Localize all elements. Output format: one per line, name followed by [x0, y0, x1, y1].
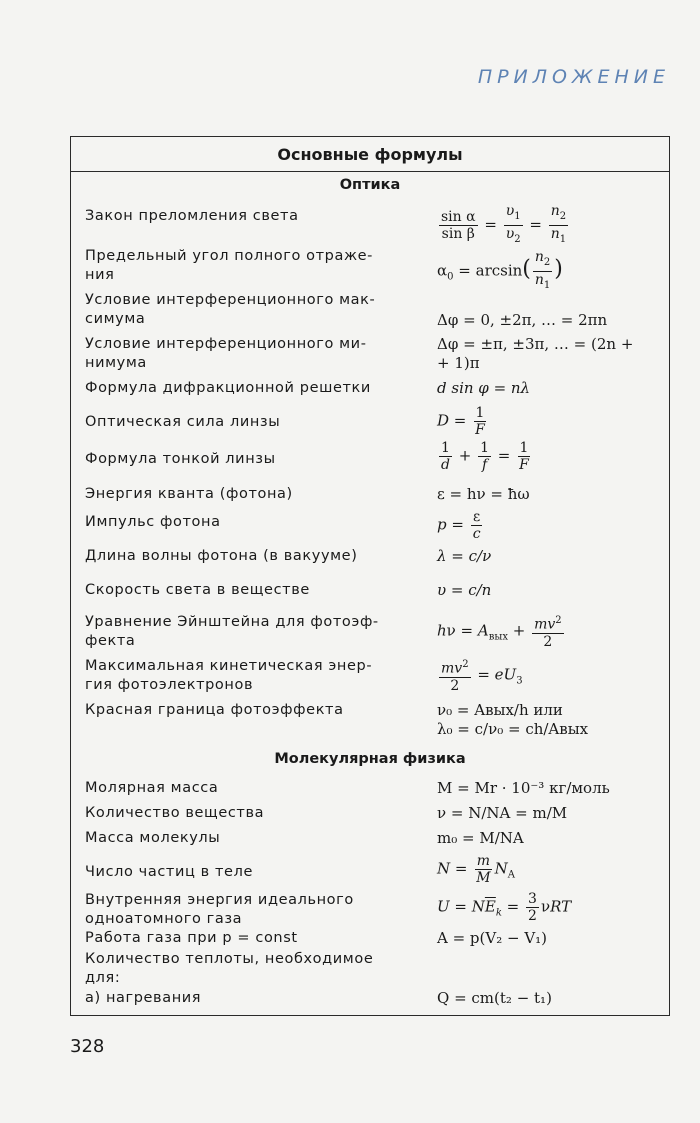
formula-label: Условие интерференционного ми- нимума	[85, 336, 367, 371]
formula-label: Красная граница фотоэффекта	[85, 702, 344, 718]
formula-label: Работа газа при p = const	[85, 930, 298, 946]
formula-label: Оптическая сила линзы	[85, 414, 281, 430]
formula-value: p = $\frac{\varepsilon}{c}$	[437, 509, 481, 542]
formula-label: Масса молекулы	[85, 830, 221, 846]
formula-label: Предельный угол полного отраже- ния	[85, 248, 373, 283]
formula-label: Формула дифракционной решетки	[85, 380, 371, 396]
formula-label: Энергия кванта (фотона)	[85, 486, 293, 502]
formula-label: Уравнение Эйнштейна для фотоэф- фекта	[85, 614, 379, 649]
formula-label: Импульс фотона	[85, 514, 221, 530]
formula-label: Условие интерференционного мак- симума	[85, 292, 376, 327]
section-molecular-heading: Молекулярная физика	[274, 751, 466, 767]
formula-label: Длина волны фотона (в вакууме)	[85, 548, 358, 564]
formula-value: $\frac{1}{d}$ + $\frac{1}{f}$ = $\frac{1}{F}$	[441, 440, 529, 473]
formula-value: Q = cm(t₂ − t₁)	[437, 989, 552, 1007]
formula-value: D = $\frac{1}{F}$	[437, 405, 485, 438]
formula-label: а) нагревания	[85, 990, 202, 1006]
formula-value: m₀ = M/NA	[437, 829, 524, 847]
formula-value: N = $\frac{m}{M}$ $N_A$	[437, 853, 515, 886]
formula-value: $\alpha_0 = \arcsin$( $\frac{n_2}{n_1}$ )	[437, 249, 563, 291]
formula-label: Скорость света в веществе	[85, 582, 310, 598]
appendix-header: ПРИЛОЖЕНИЕ	[477, 66, 670, 88]
formula-value: Δφ = 0, ±2π, … = 2πn	[437, 311, 608, 329]
formula-value: $h\nu = A_{вых}$ + $\frac{mv^2}{2}$	[437, 615, 562, 650]
formula-value: $U = N\overline{E}_k$ = $\frac{3}{2}$ νRT	[437, 891, 572, 924]
section-optics-heading: Оптика	[339, 177, 401, 193]
formula-label: Закон преломления света	[85, 208, 299, 224]
formula-value: A = p(V₂ − V₁)	[437, 929, 548, 947]
formula-value: $\frac{mv^2}{2}$ = $eU_3$	[441, 659, 523, 694]
formula-label: Формула тонкой линзы	[85, 451, 276, 467]
formula-label: Количество вещества	[85, 805, 265, 821]
table-title: Основные формулы	[71, 137, 669, 172]
formula-value: $\frac{\text{sin α}}{\text{sin β}}$ = $\frac{\upsilon_1}{\upsilon_2}$ = $\frac{n_2}{n_1}$	[441, 203, 567, 245]
formula-value: Δφ = ±π, ±3π, … = (2n + + 1)π	[437, 335, 634, 372]
formula-label: Число частиц в теле	[85, 864, 253, 880]
page-number: 328	[70, 1036, 105, 1057]
formula-value: ν₀ = Aвых/h или λ₀ = c/ν₀ = ch/Aвых	[437, 701, 589, 738]
formula-label: Внутренняя энергия идеального одноатомного газа	[85, 892, 354, 927]
formula-label: Количество теплоты, необходимое для:	[85, 951, 374, 986]
formula-value: υ = c/n	[437, 581, 492, 599]
formula-label: Максимальная кинетическая энер- гия фотоэлектронов	[85, 658, 373, 693]
formula-value: M = Mr · 10⁻³ кг/моль	[437, 779, 610, 797]
formula-value: ε = hν = ħω	[437, 485, 530, 503]
formula-value: ν = N/NA = m/M	[437, 804, 568, 822]
formula-label: Молярная масса	[85, 780, 219, 796]
formula-value: d sin φ = nλ	[437, 379, 531, 397]
formula-value: λ = c/ν	[437, 547, 492, 565]
formula-table	[70, 136, 670, 1016]
